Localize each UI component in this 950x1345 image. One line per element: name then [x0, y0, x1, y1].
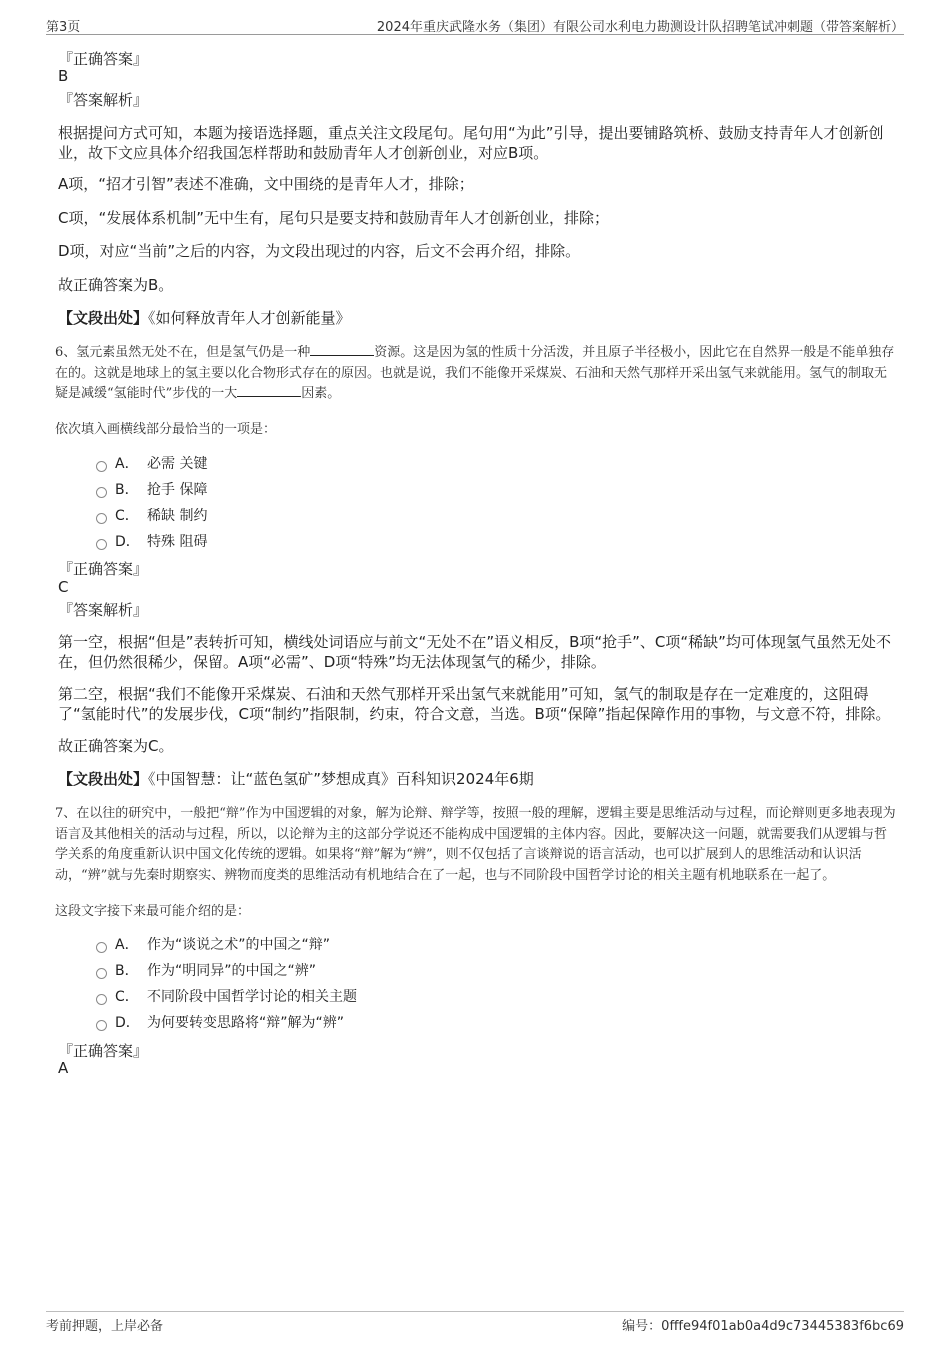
option-text: 稀缺 制约 [147, 508, 208, 524]
correct-answer-value: B [58, 67, 69, 85]
option-text: 不同阶段中国哲学讨论的相关主题 [147, 989, 357, 1005]
radio-icon[interactable] [96, 1020, 107, 1031]
analysis-paragraph: C项，“发展体系机制”无中生有，尾句只是要支持和鼓励青年人才创新创业，排除； [58, 209, 610, 227]
question-prompt: 这段文字接下来最可能介绍的是： [55, 904, 251, 919]
footer-slogan: 考前押题，上岸必备 [46, 1319, 164, 1334]
analysis-paragraph: A项，“招才引智”表述不准确，文中围绕的是青年人才，排除； [58, 175, 474, 193]
option-letter: C． [115, 508, 139, 524]
source-line [58, 308, 894, 328]
option-text: 特殊 阻碍 [147, 534, 208, 550]
option-a[interactable] [96, 453, 207, 473]
source-label: 【文段出处】 [58, 309, 149, 327]
analysis-paragraph: 故正确答案为B。 [58, 276, 174, 294]
radio-icon[interactable] [96, 994, 107, 1005]
document-title: 2024年重庆武隆水务（集团）有限公司水利电力勘测设计队招聘笔试冲刺题（带答案解析） [376, 20, 904, 35]
page-footer [46, 1311, 904, 1334]
question-6-text [55, 343, 897, 405]
option-a[interactable] [96, 934, 330, 954]
radio-icon[interactable] [96, 487, 107, 498]
option-d[interactable] [96, 531, 207, 551]
analysis-paragraph: 根据提问方式可知，本题为接语选择题，重点关注文段尾句。尾句用“为此”引导，提出要铺路筑桥、鼓励支持青年人才创新创业，故下文应具体介绍我国怎样帮助和鼓励青年人才创新创业，对应B项。 [58, 124, 884, 162]
option-c[interactable] [96, 986, 357, 1006]
radio-icon[interactable] [96, 968, 107, 979]
option-text: 必需 关键 [147, 456, 208, 472]
option-letter: A． [115, 937, 139, 953]
option-letter: B． [115, 963, 139, 979]
option-text: 抢手 保障 [147, 482, 208, 498]
source-label: 【文段出处】 [58, 770, 149, 788]
option-letter: B． [115, 482, 139, 498]
option-letter: C． [115, 989, 139, 1005]
source-line [58, 769, 894, 789]
source-text: 《中国智慧：让“蓝色氢矿”梦想成真》百科知识2024年6期 [148, 770, 534, 788]
option-b[interactable] [96, 960, 316, 980]
question-text-part: 资源。这是因为氢的性质十分活泼，并且原子半径极小，因此它在自然界一般是不能单独存在的。这就是地球上的氢主要以化合物形式存在的原因。也就是说，我们不能像开采煤炭、石油和天然气那样开采出氢气来就能用。氢气的制取无疑是减缓“氢能时代”步伐的一大 [55, 345, 895, 401]
option-letter: D． [115, 534, 140, 550]
option-c[interactable] [96, 505, 207, 525]
option-text: 作为“谈说之术”的中国之“辩” [147, 937, 331, 953]
radio-icon[interactable] [96, 513, 107, 524]
question-prompt: 依次填入画横线部分最恰当的一项是： [55, 422, 277, 437]
question-text-part: 6、氢元素虽然无处不在，但是氢气仍是一种 [55, 345, 311, 360]
radio-icon[interactable] [96, 539, 107, 550]
fill-blank [310, 343, 374, 356]
page-number: 第3页 [46, 20, 81, 35]
analysis-paragraph: 故正确答案为C。 [58, 737, 174, 755]
analysis-paragraph: 第一空，根据“但是”表转折可知，横线处词语应与前文“无处不在”语义相反，B项“抢手”、C项“稀缺”均可体现氢气虽然无处不在，但仍然很稀少，保留。A项“必需”、D项“特殊”均无法体现氢气的稀少，排除。 [58, 633, 891, 671]
correct-answer-value: C [58, 578, 69, 596]
option-d[interactable] [96, 1012, 344, 1032]
source-text: 《如何释放青年人才创新能量》 [148, 309, 351, 327]
question-7-text: 7、在以往的研究中，一般把“辩”作为中国逻辑的对象，解为论辩、辩学等，按照一般的理解，逻辑主要是思维活动与过程，而论辩则更多地表现为语言及其他相关的活动与过程，所以，以论辩为主的这部分学说还不能构成中国逻辑的主体内容。因此，要解决这一问题，就需要我们从逻辑与哲学关系的角度重新认识中国文化传统的逻辑。如果将“辩”解为“辨”，则不仅包括了言谈辩说的语言活动，也可以扩展到人的思维活动和认识活动，“辨”就与先秦时期察实、辨物而度类的思维活动有机地结合在了一起，也与不同阶段中国哲学讨论的相关主题有机地联系在一起了。 [55, 806, 896, 883]
option-letter: D． [115, 1015, 140, 1031]
radio-icon[interactable] [96, 461, 107, 472]
question-text-part: 因素。 [301, 386, 341, 401]
correct-answer-label: 『正确答案』 [58, 560, 149, 578]
analysis-paragraph: D项，对应“当前”之后的内容，为文段出现过的内容，后文不会再介绍，排除。 [58, 242, 581, 260]
analysis-label: 『答案解析』 [58, 91, 149, 109]
option-b[interactable] [96, 479, 207, 499]
option-text: 为何要转变思路将“辩”解为“辨” [147, 1015, 345, 1031]
analysis-label: 『答案解析』 [58, 601, 149, 619]
fill-blank [237, 384, 301, 397]
analysis-paragraph: 第二空，根据“我们不能像开采煤炭、石油和天然气那样开采出氢气来就能用”可知，氢气的制取是存在一定难度的，这阻碍了“氢能时代”的发展步伐，C项“制约”指限制，约束，符合文意，当选。B项“保障”指起保障作用的事物，与文意不符，排除。 [58, 685, 891, 723]
option-letter: A． [115, 456, 139, 472]
document-id: 编号：0fffe94f01ab0a4d9c73445383f6bc69 [622, 1319, 904, 1334]
page-header [46, 14, 904, 35]
correct-answer-label: 『正确答案』 [58, 1042, 149, 1060]
radio-icon[interactable] [96, 942, 107, 953]
correct-answer-value: A [58, 1059, 69, 1077]
correct-answer-label: 『正确答案』 [58, 50, 149, 68]
option-text: 作为“明同异”的中国之“辨” [147, 963, 317, 979]
